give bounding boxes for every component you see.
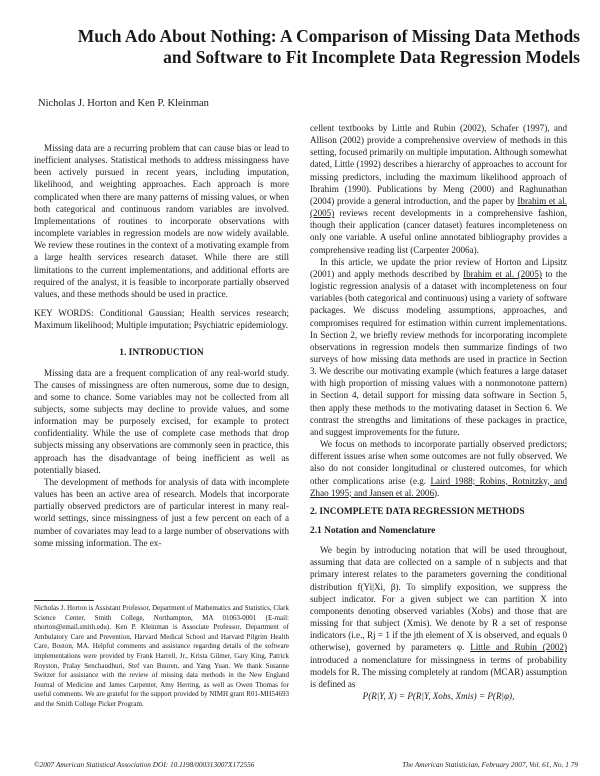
- author-list: Nicholas J. Horton and Ken P. Kleinman: [38, 98, 209, 109]
- title-line-2: and Software to Fit Incomplete Data Regression Models: [163, 47, 580, 67]
- footer-journal: The American Statistician, February 2007, Vol. 61, No. 1 79: [402, 760, 578, 769]
- citation-link[interactable]: Little and Rubin (2002): [470, 642, 567, 653]
- right-paragraph-2: In this article, we update the prior review of Horton and Lipsitz (2001) and apply methods described by Ibrahim et al. (2005) to the logistic regression analysis of a dataset with incompleteness on four variables (both categorical and continuous) using a variety of software packages. We discuss modeling assumptions, approaches, and compromises required for estimation within current implementations. In Section 2, we briefly review methods for incorporating incomplete observations in regression models then summarize findings of two surveys of how missing data methods are used in practice in Section 3. We describe our motivating example (which features a large dataset with high proportion of missing values with a nonmonotone pattern) in Section 4, detail support for missing data software in Section 5, then apply these methods to the motivating dataset in Section 6. We contrast the strengths and limitations of these packages in practice, and suggest improvements for the future.: [310, 256, 568, 437]
- left-column: [34, 142, 289, 549]
- citation-link[interactable]: Laird 1988; Robins, Rotnitzky, and Zhao 1995; and Jansen et al. 2006: [310, 475, 568, 498]
- right-paragraph-4: We begin by introducing notation that will be used throughout, assuming that data are collected on a sample of n subjects and that primary interest relates to the parameters governing the conditional distribution f(Yi|Xi, β). To simplify exposition, we suppress the subject indicator. For a given subject we can partition X into components denoting observed variables (Xobs) and those that are missing for that subject (Xmis). We denote by R a set of response indicators (i.e., Rj = 1 if the jth element of X is observed, and equals 0 otherwise), governed by parameters φ. Little and Rubin (2002) introduced a nomenclature for missingness in terms of probability models for R. The missing completely at random (MCAR) assumption is defined as: [310, 545, 567, 689]
- keywords: KEY WORDS: Conditional Gaussian; Health services research; Maximum likelihood; Multiple imputation; Psychiatric epidemiology.: [34, 308, 289, 331]
- mcar-equation: P(R|Y, X) = P(R|Y, Xobs, Xmis) = P(R|φ),: [362, 691, 515, 702]
- right-paragraph-3: We focus on methods to incorporate partially observed predictors; different issues arise when some outcomes are not fully observed. We also do not consider longitudinal or clustered outcomes, for which other complications arise (e.g. Laird 1988; Robins, Rotnitzky, and Zhao 1995; and Jansen et al. 2006).: [310, 439, 568, 498]
- citation-link[interactable]: Ibrahim et al. (2005): [463, 268, 542, 279]
- section-2-heading: 2. INCOMPLETE DATA REGRESSION METHODS: [310, 506, 525, 517]
- paper-title: [20, 26, 580, 68]
- citation-link[interactable]: Ibrahim et al. (2005): [310, 195, 567, 219]
- right-paragraph-1: cellent textbooks by Little and Rubin (2002), Schafer (1997), and Allison (2002) provide a comprehensive overview of methods in this setting, focused primarily on multiple imputation. Although somewhat dated, Little (1992) describes a hierarchy of approaches to account for missing predictors, including the maximum likelihood approach of Ibrahim (1990). Publications by Meng (2000) and Raghunathan (2004) provide a general introduction, and the paper by Ibrahim et al. (2005) reviews recent developments in a comprehensive fashion, though their application (cancer dataset) features incompleteness on only one variable. A useful online annotated bibliography provides a comprehensive reading list (Carpenter 2006a).: [310, 123, 567, 255]
- intro-paragraph-1: Missing data are a frequent complication of any real-world study. The causes of missingness are often numerous, some due to design, and some to chance. Some variables may not be collected from all subjects, some subjects may decline to provide values, and some information may be purposely excised, for example to protect confidentiality. While the use of complete case methods that drop subjects missing any observations are commonly seen in practice, this approach has the disadvantage of being inefficient as well as potentially biased.: [34, 367, 289, 475]
- title-line-1: Much Ado About Nothing: A Comparison of Missing Data Methods: [77, 26, 580, 46]
- subsection-2-1-heading: 2.1 Notation and Nomenclature: [310, 526, 436, 536]
- abstract: Missing data are a recurring problem that can cause bias or lead to inefficient analyses. Statistical methods to address missingness have been actively pursued in recent years, including imputation, likelihood, and weighting approaches. Each approach is more complicated when there are many patterns of missing values, or when both categorical and continuous random variables are involved. Implementations of routines to incorporate observations with incomplete variables in regression models are now widely available. We review these routines in the context of a motivating example from a large health services research dataset. While there are still limitations to the current implementations, and additional efforts are required of the analyst, it is feasible to incorporate partially observed values, and these methods should be used in practice.: [34, 143, 289, 299]
- section-1-heading: 1. INTRODUCTION: [119, 348, 204, 359]
- intro-paragraph-2: The development of methods for analysis of data with incomplete values has been an active area of research. Models that incorporate partially observed predictors are of particular interest in many real-world settings, since missingness of just a few percent on each of a number of covariates may lead to a large number of observations with some missing information. The ex-: [34, 476, 289, 548]
- author-footnote: Nicholas J. Horton is Assistant Professor, Department of Mathematics and Statistics, Clark Science Center, Smith College, Northampton, MA 01063-0001 (E-mail: nhorton@email.smith.edu). Ken P. Kleinman is Associate Professor, Department of Ambulatory Care and Prevention, Harvard Medical School and Harvard Pilgrim Health Care, Boston, MA. Helpful comments and assistance regarding details of the software implementations were provided by Frank Harrell, Jr., Krista Gilmer, Gary King, Patrick Royston, Pralay Senchaudhuri, Stef van Buuren, and Yang Yuan. We thank Susanne Switzer for assistance with the review of missing data methods in the New England Journal of Medicine and James Carpenter, Amy Herring, as well as Owen Thomas for useful comments. We are grateful for the support provided by NIMH grant R01-MH54693 and the Smith College Picker Program.: [34, 604, 289, 708]
- footnote-rule: [34, 600, 94, 601]
- right-column: [310, 122, 567, 702]
- footer-copyright: ©2007 American Statistical Association DOI: 10.1198/000313007X172556: [34, 760, 255, 769]
